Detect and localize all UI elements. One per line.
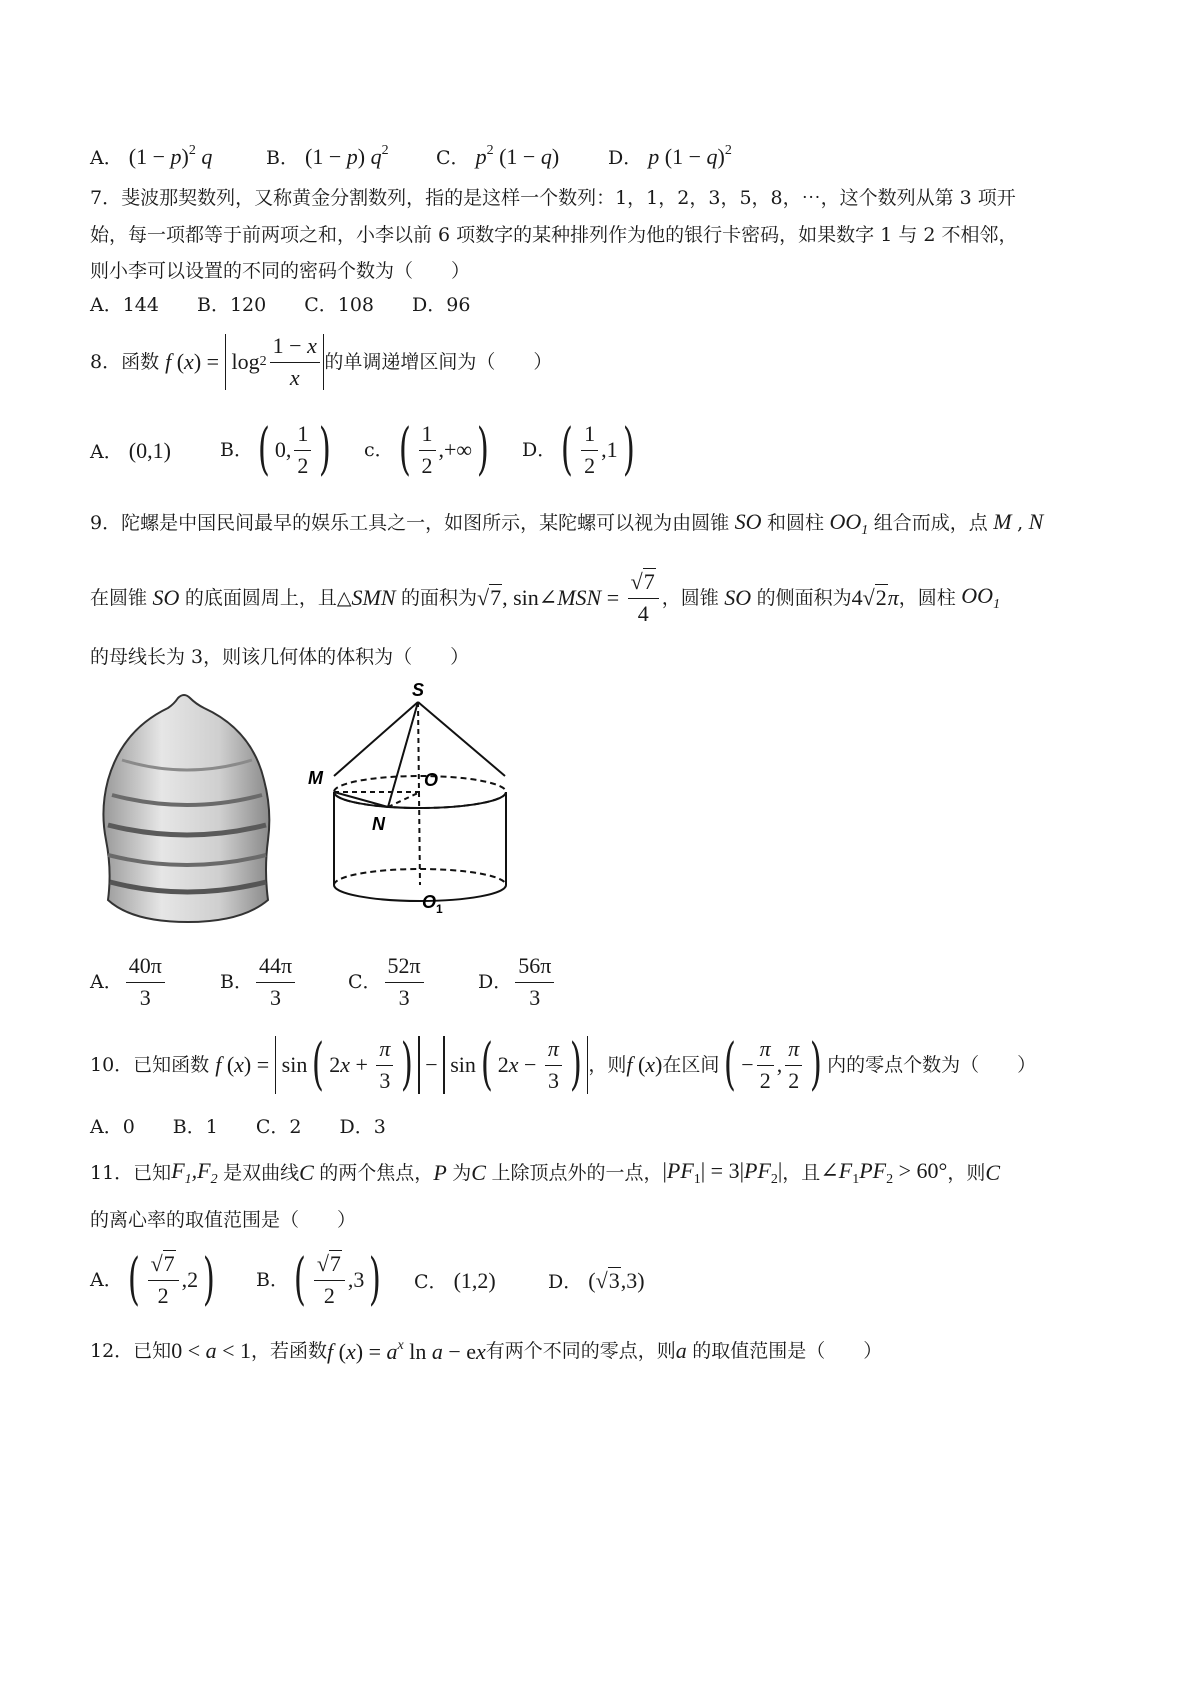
q8-prefix: 8．函数 — [90, 350, 160, 373]
q12-stem — [90, 1336, 882, 1366]
math: M — [987, 509, 1018, 534]
denominator: 3 — [270, 984, 282, 1010]
text: 的取值范围是（ ） — [692, 1339, 883, 1362]
option-label: C． — [414, 1271, 448, 1293]
math: f (x) — [626, 1052, 663, 1077]
q9-line3: 的母线长为 3，则该几何体的体积为（ ） — [90, 646, 470, 668]
text: 12．已知 — [90, 1339, 172, 1362]
q10-prefix: 10．已知函数 — [90, 1053, 210, 1076]
math: (√3,3) — [588, 1268, 645, 1293]
q6-options — [90, 138, 1120, 172]
math: (1 − p) $q^2$ — [305, 143, 389, 169]
text: ，则 — [947, 1161, 986, 1184]
math: SO — [729, 509, 767, 534]
math: N — [1023, 509, 1044, 534]
math: $F_1,F_2$ — [171, 1157, 218, 1187]
q8-option-c — [364, 417, 494, 482]
q10-stem — [90, 1034, 1036, 1096]
label-m: M — [308, 768, 323, 788]
q8-options — [90, 417, 1120, 482]
label-s: S — [412, 680, 425, 700]
q9-option-b — [220, 950, 298, 1014]
math: f $(x) = a^x$ ln a − ex — [327, 1338, 486, 1364]
denominator: 3 — [398, 984, 410, 1010]
q8-option-d — [522, 417, 639, 482]
text: ，圆锥 — [661, 586, 719, 609]
option-label: A． — [90, 970, 123, 993]
math: $OO_1$ — [824, 509, 869, 538]
option-label: D． — [478, 970, 513, 993]
q11-line1 — [90, 1158, 1000, 1188]
option-label: A． — [90, 441, 123, 463]
math — [515, 954, 554, 1009]
math: C — [471, 1160, 492, 1185]
cone-cylinder-diagram — [300, 680, 530, 920]
denominator: 3 — [139, 984, 151, 1010]
q6-option-b — [266, 144, 389, 168]
option-label: A． — [90, 147, 123, 169]
option-label: B． — [220, 438, 253, 461]
spinning-top-photo — [92, 690, 282, 930]
text: 有两个不同的零点，则 — [485, 1339, 676, 1362]
math: SO — [147, 585, 185, 610]
spinning-top-illustration — [92, 690, 282, 930]
option-label: D． — [608, 147, 643, 169]
option-label: A． — [90, 1268, 123, 1291]
label-o1-sub: 1 — [436, 902, 443, 916]
q7-options: A．144 B．120 C．108 D．96 — [90, 294, 471, 316]
q8-option-b — [220, 417, 336, 482]
q9-option-a — [90, 950, 168, 1014]
text: ，则 — [588, 1053, 627, 1076]
math: ( $\frac{√7}{2}$ ,2 ) — [127, 1247, 216, 1312]
option-label: C． — [436, 147, 470, 169]
math: ( − $\frac{\pi}{2}$ , $\frac{\pi}{2}$ ) — [724, 1032, 823, 1097]
option-label: D． — [522, 438, 557, 461]
math: p $(1 - q)^2$ — [648, 143, 732, 169]
option-label: B． — [266, 147, 299, 169]
q8-option-a — [90, 440, 171, 462]
label-o: O — [424, 770, 439, 790]
text: 在区间 — [662, 1053, 720, 1076]
math: (1,2) — [453, 1268, 496, 1293]
q11-option-a — [90, 1248, 220, 1312]
text: 是双曲线 — [223, 1161, 300, 1184]
text: 为 — [452, 1161, 472, 1184]
q9-line1: 9．陀螺是中国民间最早的娱乐工具之一，如图所示，某陀螺可以视为由圆锥 SO 和圆柱 $OO_1$ 组合而成，点 M , N — [90, 509, 1044, 538]
option-label: B． — [220, 970, 253, 993]
text: ，且 — [782, 1161, 821, 1184]
math: f ( x ) = sin ( 2 x + $\frac{\pi}{3}$ ) − sin ( 2 x − $\frac{\pi}{3}$ ) — [215, 1036, 588, 1094]
q11-option-d — [548, 1270, 645, 1292]
math — [385, 954, 424, 1009]
option-label: B． — [256, 1268, 289, 1291]
q11-options — [90, 1248, 1120, 1312]
text: 9．陀螺是中国民间最早的娱乐工具之一，如图所示，某陀螺可以视为由圆锥 — [90, 512, 730, 534]
math: SO — [718, 585, 757, 610]
text: 内的零点个数为（ ） — [827, 1053, 1037, 1076]
q7-line3: 则小李可以设置的不同的密码个数为（ ） — [90, 260, 471, 282]
q11-option-c — [414, 1270, 496, 1292]
q7-line1: 7．斐波那契数列，又称黄金分割数列，指的是这样一个数列：1，1，2，3，5，8，⋯，这个数列从第 3 项开 — [90, 187, 1016, 209]
text: 上除顶点外的一点， — [491, 1161, 663, 1184]
numerator: 44π — [256, 954, 295, 982]
q6-option-a — [90, 144, 212, 168]
numerator: 52π — [385, 954, 424, 982]
math — [256, 954, 295, 1009]
text: 的两个焦点， — [319, 1161, 434, 1184]
text: 的底面圆周上，且△ — [184, 586, 352, 609]
math: (0,1) — [128, 438, 171, 463]
math: ( 0, $\frac{1}{2}$ ) — [257, 417, 332, 482]
math: SMN — [351, 585, 402, 610]
label-o1: O — [422, 892, 437, 912]
q7-line2: 始，每一项都等于前两项之和，小李以前 6 项数字的某种排列作为他的银行卡密码，如果数字 1 与 2 不相邻， — [90, 224, 1018, 246]
denominator: 3 — [529, 984, 541, 1010]
math: f ( x ) = log 2 $\frac{1 - x}{x}$ — [165, 334, 324, 390]
q9-option-c — [348, 950, 427, 1014]
text: 组合而成，点 — [873, 512, 988, 534]
option-label: D． — [548, 1271, 583, 1293]
text: ，若函数 — [251, 1339, 328, 1362]
math: 4√2π — [851, 585, 899, 610]
math: √ 7 , sin∠ MSN = $\frac{√7}{4}$ — [477, 570, 662, 625]
math: 0 < a < 1 — [171, 1338, 252, 1363]
option-label: c． — [364, 438, 394, 461]
q11-option-b — [256, 1248, 386, 1312]
text: 的侧面积为 — [756, 586, 852, 609]
math: $\angle F_1PF_2 > 60^\circ$ — [820, 1157, 948, 1187]
option-label: C． — [348, 970, 382, 993]
math: ( $\frac{√7}{2}$ ,3 ) — [293, 1247, 382, 1312]
math: ( $\frac{1}{2}$ ,1 ) — [561, 417, 635, 482]
q8-stem — [90, 332, 552, 392]
numerator: 40π — [126, 954, 165, 982]
text: ，圆柱 — [898, 586, 956, 609]
text: 的面积为 — [401, 586, 478, 609]
q9-line2 — [90, 568, 1000, 628]
q9-options — [90, 950, 1120, 1014]
math: $OO_1$ — [955, 582, 1001, 612]
math: $|PF_1| = 3|PF_2|$ — [662, 1157, 783, 1187]
math: $p^2$ (1 − q) — [475, 143, 560, 169]
math: P — [433, 1160, 453, 1185]
text: 在圆锥 — [90, 586, 148, 609]
q6-option-c — [436, 144, 559, 168]
math: a — [675, 1338, 693, 1363]
q6-option-d — [608, 144, 732, 168]
math: C — [299, 1160, 320, 1185]
geometry-figure — [300, 680, 530, 920]
q9-option-d — [478, 950, 557, 1014]
q8-suffix: 的单调递增区间为（ ） — [324, 350, 553, 373]
q11-line2: 的离心率的取值范围是（ ） — [90, 1209, 357, 1231]
numerator: 56π — [515, 954, 554, 982]
text: 和圆柱 — [766, 512, 824, 534]
math — [126, 954, 165, 1009]
q10-options: A．0 B．1 C．2 D．3 — [90, 1116, 386, 1138]
math: ( $\frac{1}{2}$ ,+∞ ) — [398, 417, 490, 482]
math: $(1 - p)^2$ q — [128, 143, 213, 169]
text: 11．已知 — [90, 1161, 172, 1184]
label-n: N — [372, 814, 385, 834]
math: C — [985, 1160, 1001, 1185]
